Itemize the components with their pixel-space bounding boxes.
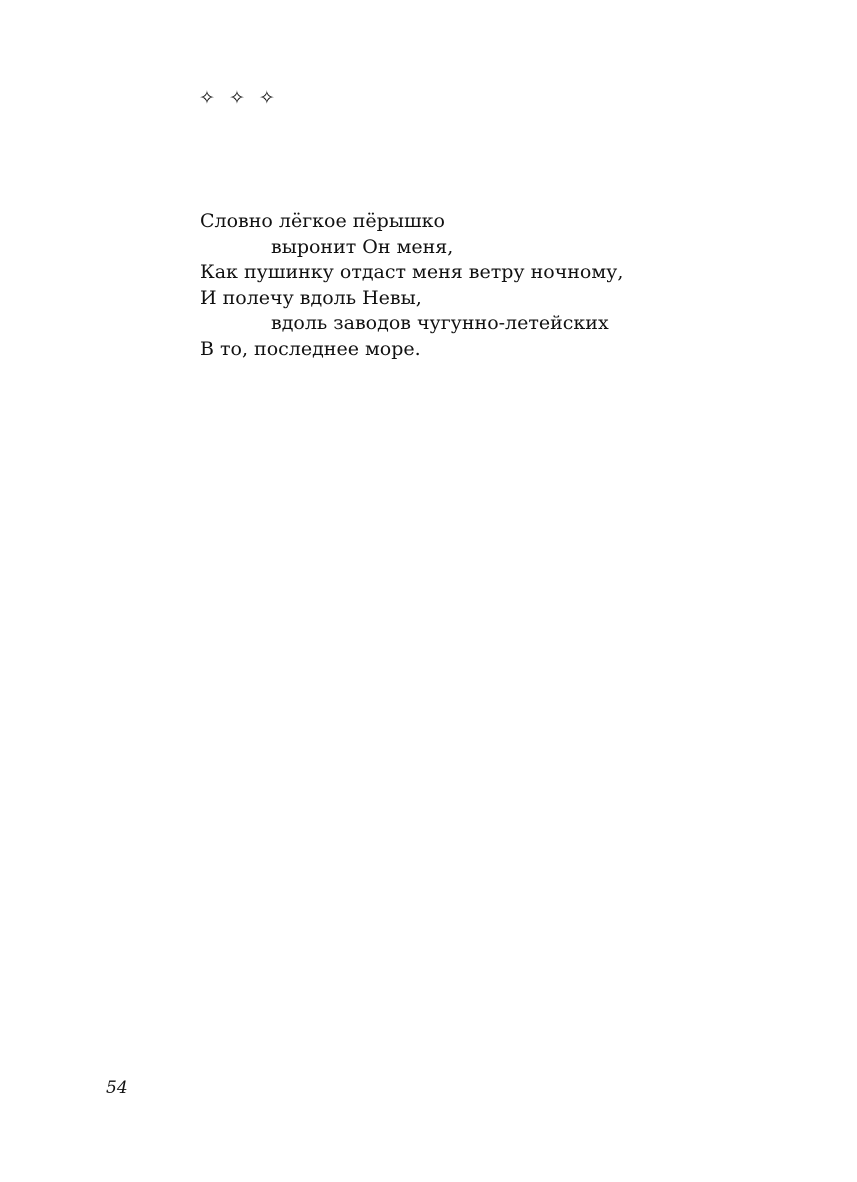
poem-line-5: вдоль заводов чугунно-летейских	[271, 312, 609, 334]
section-ornament-stars-icon: ✧ ✧ ✧	[199, 87, 279, 109]
poem-line-4: И полечу вдоль Невы,	[200, 286, 422, 309]
poem-line-6: В то, последнее море.	[200, 337, 421, 360]
poem-line-3: Как пушинку отдаст меня ветру ночному,	[200, 261, 624, 283]
poem-line-1: Словно лёгкое пёрышко	[200, 210, 445, 232]
poem-stanza	[200, 209, 800, 362]
page-number: 54	[106, 1078, 128, 1098]
poem-line-2: выронит Он меня,	[271, 235, 454, 258]
